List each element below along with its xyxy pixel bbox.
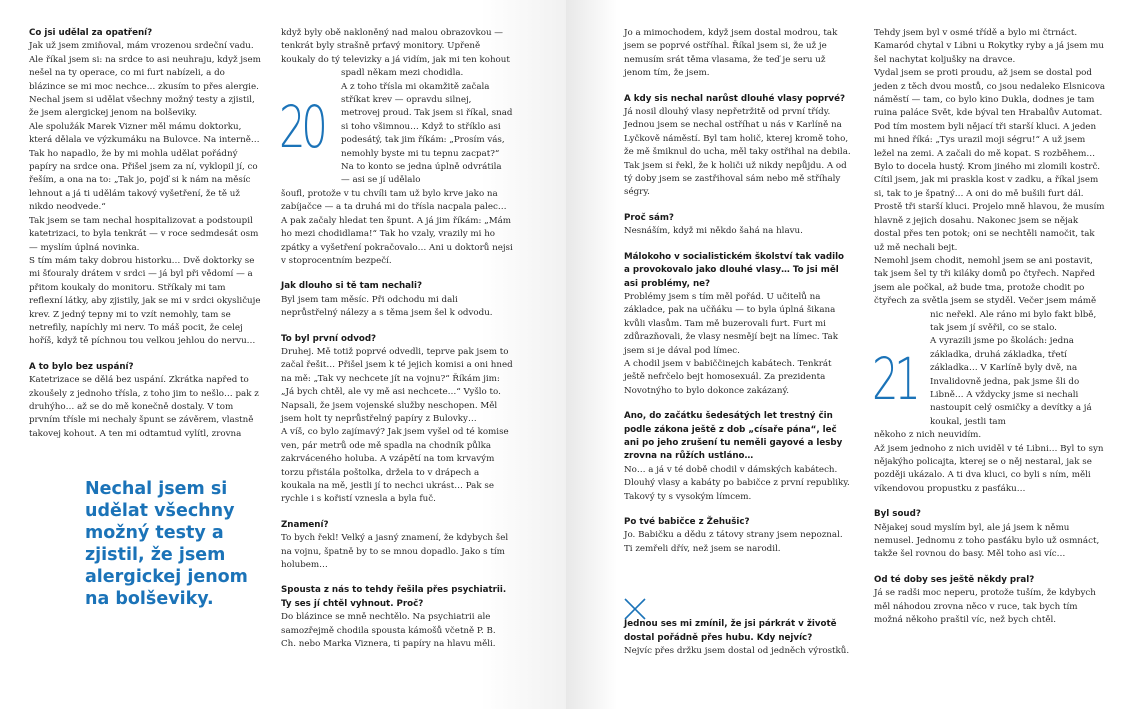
paragraph: Nějakej soud myslím byl, ale já jsem k němu nemusel. Jednomu z toho pasťáku bylo už osmnáct, takže šel rovnou do basy. Měl toho asi víc… xyxy=(874,522,1100,560)
paragraph: Nejvíc přes držku jsem dostal od jedněch výrostků. xyxy=(624,646,850,657)
paragraph: někoho z nich neuvidím. xyxy=(874,430,982,441)
paragraph: Tak jsem se tam nechal hospitalizovat a podstoupil katetrizaci, to byla tenkrát — v roce sedmdesát osm — myslím úplná novinka. xyxy=(29,215,259,253)
left-page xyxy=(0,0,566,709)
paragraph: A vyrazili jsme po školách: jedna základka, druhá základka, třetí základka… V Karlíně byly dvě, na Invalidovně jedna, pak jsme šli do Libně… A vždycky jsme si nechali nastoupit celý osmičky a devítky a já koukal, jestli tam xyxy=(930,336,1092,427)
paragraph: Nesnáším, když mi někdo šahá na hlavu. xyxy=(624,226,803,237)
paragraph: No… a já v té době chodil v dámských kabátech. Dlouhý vlasy a kabáty po babičce z první republiky. Takový ty s vysokým límcem. xyxy=(624,464,850,502)
paragraph: šoufl, protože v tu chvíli tam už bylo krve jako na zabíjačce — a ta druhá mi do třísla nacpala palec… A pak začaly hledat ten špunt. A já jim říkám: „Mám ho mezi chodidlama!“ Tak ho vzaly, vrazily mi ho zpátky a vyšetření pokračovalo… Ani u doktorů nejsi v stoprocentním bezpečí. xyxy=(281,188,513,266)
paragraph: Vydal jsem se proti proudu, až jsem se dostal pod jeden z těch dvou mostů, co jsou nedaleko Elsnicova náměstí — tam, co bylo kino Dukla, dodnes je tam ruina paláce Svět, kde býval ten Hrabalův Automat. Pod tím mostem byli nějací tři starší kluci. A jeden mi hned říká: „Tys urazil moji ségru!“ A už jsem ležel na zemi. A začali do mě kopat. S rozběhem… Bylo to docela hustý. Krom jiného mi zlomili kostrč. Cítil jsem, jak mi praskla kost v zadku, a říkal jsem si, tak to je špatný… A oni do mě bušili furt dál. Prostě tři starší kluci. Projelo mně hlavou, že musím hlavně z jejich dosahu. Nakonec jsem se nějak dostal přes ten potok; oni se nechtěli namočit, tak už mě nechali bejt. xyxy=(874,68,1106,253)
question-heading: A to bylo bez uspání? xyxy=(29,361,134,372)
question-heading: Spousta z nás to tehdy řešila přes psychiatrii. Ty ses jí chtěl vyhnout. Proč? xyxy=(281,585,507,609)
paragraph: Jo a mimochodem, když jsem dostal modrou, tak jsem se poprvé ostříhal. Říkal jsem si, že už je nemusím srát těma vlasama, že teď je seru už jenom tím, že jsem. xyxy=(624,28,838,79)
text-column-4 xyxy=(874,27,1106,627)
paragraph: A chodil jsem v babiččinejch kabátech. Tenkrát ještě nefrčelo bejt homosexuál. Za prezidenta Novotnýho to bylo dokonce zakázaný. xyxy=(624,358,832,396)
text-column-2 xyxy=(281,27,513,651)
paragraph: A víš, co bylo zajímavý? Jak jsem vyšel od té komise ven, pár metrů ode mě spadla na chodník půlka zakrváceného holuba. A vzápětí na tom krvavým torzu přistála poštolka, držela to v drápech a koukala na mě, jestli jí to nechci ukrást… Pak se rychle i s kořistí vznesla a byla fuč. xyxy=(281,427,509,505)
paragraph: Katetrizace se dělá bez uspání. Zkrátka napřed to zkoušely z jednoho třísla, z toho jim to nešlo… pak z druhýho… až se do mě konečně dostaly. V tom prvním třísle mi nechaly špunt se závěrem, vlastně takovej kohout. A ten mi odtamtud vylítl, zrovna xyxy=(29,375,259,439)
paragraph: Byl jsem tam měsíc. Při odchodu mi dali neprůstřelný nálezy a s těma jsem šel k odvodu. xyxy=(281,294,493,319)
paragraph: Já se radši moc neperu, protože tuším, že kdybych měl náhodou zrovna něco v ruce, tak bych tím možná někoho praštil víc, než bych chtěl. xyxy=(874,588,1096,626)
paragraph: Nechal jsem si udělat všechny možný testy a zjistil, že jsem alergickej jenom na bolševiky. xyxy=(29,95,255,119)
question-heading: Jak dlouho si tě tam nechali? xyxy=(281,281,423,292)
question-heading: Málokoho v socialistickém školství tak vadilo a provokovalo jako dlouhé vlasy… To jsi měl asi problémy, ne? xyxy=(624,251,845,289)
paragraph: Já nosil dlouhý vlasy nepřetržitě od první třídy. Jednou jsem se nechal ostříhat u nás v Karlíně na Lyčkově náměstí. Byl tam holič, kterej kromě toho, že mě šmiknul do ucha, měl taky ostřihal na debila. Tak jsem si řekl, že k holiči už nikdy nepůjdu. A od tý doby jsem se zastřihoval sám nebo mě stříhaly ségry. xyxy=(624,107,851,198)
page-number-21: 21 xyxy=(872,345,917,413)
paragraph: Jak už jsem zmiňoval, mám vrozenou srdeční vadu. Ale říkal jsem si: na srdce to asi neuhraju, když jsem nešel na ty operace, co mi furt nabízeli, a do blázince se mi moc nechce… zkusím to přes alergie. xyxy=(29,41,261,92)
paragraph: Jo. Babičku a dědu z tátovy strany jsem nepoznal. Ti zemřeli dřív, než jsem se narodil. xyxy=(624,530,843,554)
question-heading: Jednou ses mi zmínil, že jsi párkrát v životě dostal pořádně přes hubu. Kdy nejvíc? xyxy=(624,619,837,643)
question-heading: Co jsi udělal za opatření? xyxy=(29,28,153,38)
paragraph: Tehdy jsem byl v osmé třídě a bylo mi čtrnáct. Kamaród chytal v Libni u Rokytky ryby a já jsem mu šel nachytat koljušky na dravce. xyxy=(874,28,1105,65)
question-heading: Po tvé babičce z Žehušic? xyxy=(624,517,750,527)
pull-quote: Nechal jsem si udělat všechny možný testy a zjistil, že jsem alergickej jenom na bolševiky. xyxy=(85,479,248,609)
question-heading: A kdy sis nechal narůst dlouhé vlasy poprvé? xyxy=(624,93,846,104)
question-heading: Znamení? xyxy=(281,519,329,530)
paragraph: To bych řekl! Velký a jasný znamení, že kdybych šel na vojnu, špatně by to se mnou dopadlo. Jako s tím holubem… xyxy=(281,533,509,571)
paragraph: spadl někam mezi chodidla. xyxy=(341,68,464,79)
cross-icon xyxy=(623,597,647,621)
question-heading: Od té doby ses ještě někdy pral? xyxy=(874,574,1035,585)
right-page xyxy=(566,0,1134,709)
paragraph: Až jsem jednoho z nich uviděl v té Libni… Byl to syn nějakýho policajta, kterej se o něj nestaral, jak se později ukázalo. A ti dva kluci, co byli s ním, měli víkendovou propustku z pasťáku… xyxy=(874,443,1104,494)
paragraph: nic neřekl. Ale ráno mi bylo fakt blbě, tak jsem jí svěřil, co se stalo. xyxy=(930,309,1097,333)
paragraph: Nemohl jsem chodit, nemohl jsem se ani postavit, tak jsem šel ty tři kiláky domů po čtyřech. Napřed jsem ale počkal, až bude tma, protože chodit po čtyřech za světla jsem se styděl. Večer jsem mámě xyxy=(874,255,1097,307)
question-heading: Byl soud? xyxy=(874,509,921,520)
paragraph: A z toho třísla mi okamžitě začala stříkat krev — opravdu silnej, metrovej proud. Tak jsem si říkal, snad si toho všimnou… Když to stříklo asi podesátý, tak jim říkám: „Prosím vás, nemohly byste mi tu tepnu zacpat?“ Na to konto se jedna úplně odvrátila — asi se jí udělalo xyxy=(341,81,513,186)
section-gap xyxy=(624,556,852,606)
page-number-20: 20 xyxy=(279,93,324,161)
question-heading: To byl první odvod? xyxy=(281,333,377,344)
question-heading: Ano, do začátku šedesátých let trestný čin podle zákona ještě z dob „císaře pána“, leč ani po jeho zrušení tu neměli gayové a lesby zrovna na růžích ustláno… xyxy=(624,411,843,462)
paragraph: Do blázince se mně nechtělo. Na psychiatrii ale samozřejmě chodila spousta kámošů včetně P. B. Ch. nebo Marka Viznera, ti papíry na hlavu měli. xyxy=(281,612,496,650)
paragraph: S tím mám taky dobrou historku… Dvě doktorky se mi šťouraly drátem v srdci — já byl při vědomí — a přitom koukaly do monitoru. Stříkaly mi tam reflexní látky, aby zjistily, jak se mi v srdci okysličuje krev. Z jedný tepny mi to vzít nemohly, tam se netrefily, napíchly mi nerv. To máš pocit, že celej hoříš, když tě píchnou tou velkou jehlou do nervu… xyxy=(29,255,261,347)
paragraph: Druhej. Mě totiž poprvé odvedli, teprve pak jsem to začal řešit… Přišel jsem k té jejich komisi a oni hned na mě: „Tak vy nechcete jít na vojnu?“ Říkám jim: „Já bych chtěl, ale vy mě asi nechcete…“ Vyšlo to. Napsali, že jsem vojenské služby neschopen. Měl jsem holt ty neprůstřelný papíry z Bulovky… xyxy=(281,346,513,424)
text-column-1 xyxy=(29,27,261,441)
question-heading: Proč sám? xyxy=(624,212,674,223)
paragraph: Problémy jsem s tím měl pořád. U učitelů na základce, pak na učňáku — to byla úplná šikana kvůli vlasům. Tam mě buzerovali furt. Furt mi zdůrazňovali, že vlasy nesmějí bejt na límec. Tak jsem si je dával pod límec. xyxy=(624,291,838,356)
text-column-3 xyxy=(624,27,852,658)
paragraph: Ale spolužák Marek Vizner měl mámu doktorku, která dělala ve výzkumáku na Bulovce. Na interně… Tak ho napadlo, že by mi mohla udělat pořádný papíry na srdce ona. Přišel jsem za ní, vyklopil jí, co řeším, a ona na to: „Tak jo, pojď si k nám na měsíc lehnout a já ti udělám takový vyšetření, že tě už nikdo neodvede.“ xyxy=(29,121,260,213)
paragraph: když byly obě nakloněný nad malou obrazovkou — tenkrát byly strašně prťavý monitory. Upřeně koukaly do tý televizky a já vidím, jak mi ten kohout xyxy=(281,28,510,65)
